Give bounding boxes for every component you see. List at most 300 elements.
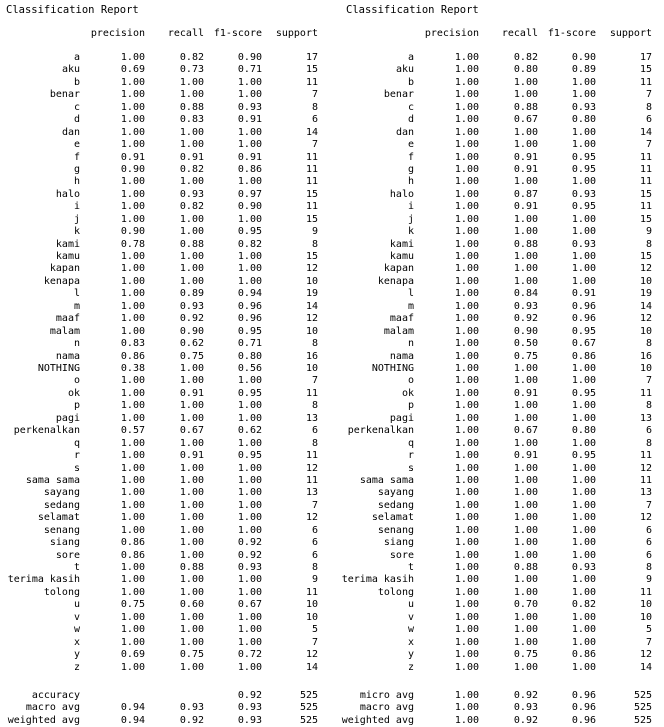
class-label-cell: f xyxy=(73,151,80,163)
precision-cell: 1.00 xyxy=(454,462,479,474)
class-label-cell: sayang xyxy=(43,487,80,499)
classification-report-right xyxy=(338,0,664,726)
precision-cell: 1.00 xyxy=(454,213,479,225)
f1-score-cell: 1.00 xyxy=(571,139,596,151)
recall-cell: 0.93 xyxy=(513,300,538,312)
f1-score-cell: 1.00 xyxy=(571,499,596,511)
support-cell: 11 xyxy=(639,163,652,175)
table-row xyxy=(338,102,656,114)
recall-cell: 1.00 xyxy=(179,375,204,387)
class-label-cell: w xyxy=(407,624,414,636)
class-label-cell: sore xyxy=(389,549,414,561)
precision-cell: 1.00 xyxy=(454,101,479,113)
class-label-cell: kenapa xyxy=(377,275,414,287)
support-cell: 6 xyxy=(645,549,652,561)
support-cell: 7 xyxy=(311,636,318,648)
recall-cell: 1.00 xyxy=(179,412,204,424)
table-row xyxy=(0,363,322,375)
precision-cell: 1.00 xyxy=(120,126,145,138)
recall-cell: 1.00 xyxy=(513,537,538,549)
f1-score-cell: 1.00 xyxy=(571,176,596,188)
table-row xyxy=(0,662,322,674)
support-cell: 15 xyxy=(305,213,318,225)
f1-score-cell: 0.91 xyxy=(237,151,262,163)
recall-cell: 1.00 xyxy=(513,375,538,387)
class-label-cell: c xyxy=(407,101,414,113)
f1-score-cell: 0.95 xyxy=(571,151,596,163)
f1-score-cell: 1.00 xyxy=(237,275,262,287)
recall-cell: 1.00 xyxy=(513,524,538,536)
f1-score-cell: 1.00 xyxy=(571,226,596,238)
class-label-cell: sedang xyxy=(43,499,80,511)
class-label-cell: w xyxy=(73,624,80,636)
precision-cell: 1.00 xyxy=(120,139,145,151)
table-row xyxy=(0,201,322,213)
class-label-cell: weighted avg xyxy=(7,714,80,726)
f1-score-cell: 0.95 xyxy=(571,450,596,462)
table-row xyxy=(338,214,656,226)
f1-score-cell: f1-score xyxy=(547,28,596,39)
f1-score-cell: 1.00 xyxy=(571,437,596,449)
precision-cell: 1.00 xyxy=(120,661,145,673)
support-cell: 8 xyxy=(645,338,652,350)
precision-cell: 1.00 xyxy=(120,387,145,399)
precision-cell: 1.00 xyxy=(120,611,145,623)
class-label-cell: z xyxy=(73,661,80,673)
class-label-cell: x xyxy=(407,636,414,648)
precision-cell: 1.00 xyxy=(120,624,145,636)
class-label-cell: y xyxy=(407,649,414,661)
f1-score-cell: 0.80 xyxy=(237,350,262,362)
table-row xyxy=(338,251,656,263)
recall-cell: 1.00 xyxy=(179,661,204,673)
recall-cell: 0.75 xyxy=(513,649,538,661)
support-cell: 8 xyxy=(645,562,652,574)
support-cell: 7 xyxy=(311,375,318,387)
recall-cell: 1.00 xyxy=(179,611,204,623)
table-row xyxy=(338,500,656,512)
class-label-cell: nama xyxy=(55,350,80,362)
recall-cell: 1.00 xyxy=(179,624,204,636)
support-cell: 7 xyxy=(645,636,652,648)
f1-score-cell: 1.00 xyxy=(571,549,596,561)
class-label-cell: halo xyxy=(55,188,80,200)
table-row xyxy=(338,425,656,437)
f1-score-cell: 0.89 xyxy=(571,64,596,76)
class-label-cell: g xyxy=(73,163,80,175)
support-cell: 16 xyxy=(305,350,318,362)
precision-cell: 1.00 xyxy=(454,263,479,275)
support-cell: 8 xyxy=(645,238,652,250)
class-label-cell: tolong xyxy=(43,586,80,598)
f1-score-cell: 1.00 xyxy=(571,363,596,374)
recall-cell: 1.00 xyxy=(179,176,204,188)
table-row xyxy=(338,226,656,238)
support-cell: 14 xyxy=(305,661,318,673)
class-label-cell: ok xyxy=(401,387,414,399)
table-row xyxy=(338,612,656,624)
precision-cell: 1.00 xyxy=(454,487,479,499)
recall-cell: 0.73 xyxy=(179,64,204,76)
f1-score-cell: 1.00 xyxy=(237,636,262,648)
support-cell: 10 xyxy=(639,611,652,623)
recall-cell: 1.00 xyxy=(513,574,538,586)
recall-cell: 0.93 xyxy=(179,300,204,312)
support-cell: 10 xyxy=(305,611,318,623)
f1-score-cell: 0.96 xyxy=(571,702,596,714)
precision-cell: 1.00 xyxy=(120,375,145,387)
recall-cell: 1.00 xyxy=(513,499,538,511)
table-row xyxy=(0,500,322,512)
f1-score-cell: 0.80 xyxy=(571,425,596,437)
class-label-cell: benar xyxy=(383,89,414,101)
support-cell: 15 xyxy=(639,251,652,263)
class-label-cell: perkenalkan xyxy=(13,425,80,437)
support-cell: 12 xyxy=(639,512,652,524)
class-label-cell: n xyxy=(73,338,80,350)
table-row xyxy=(0,263,322,275)
f1-score-cell: 1.00 xyxy=(237,375,262,387)
class-label-cell: c xyxy=(73,101,80,113)
support-cell: 10 xyxy=(305,599,318,611)
recall-cell: 0.91 xyxy=(179,450,204,462)
table-row xyxy=(0,77,322,89)
table-row xyxy=(0,487,322,499)
class-label-cell: nama xyxy=(389,350,414,362)
f1-score-cell: 0.96 xyxy=(571,313,596,325)
support-cell: 14 xyxy=(305,126,318,138)
precision-cell: 0.75 xyxy=(120,599,145,611)
table-row xyxy=(0,612,322,624)
support-cell: 10 xyxy=(305,363,318,374)
precision-cell: 0.94 xyxy=(120,702,145,714)
recall-cell: 0.89 xyxy=(179,288,204,300)
f1-score-cell: 0.95 xyxy=(571,163,596,175)
recall-cell: 0.82 xyxy=(179,163,204,175)
recall-cell: 1.00 xyxy=(513,89,538,101)
support-cell: 8 xyxy=(311,562,318,574)
class-label-cell: aku xyxy=(395,64,414,76)
precision-cell: 1.00 xyxy=(454,188,479,200)
support-cell: 19 xyxy=(305,288,318,300)
recall-cell: 0.82 xyxy=(513,52,538,63)
table-row xyxy=(338,338,656,350)
precision-cell: 1.00 xyxy=(454,151,479,163)
recall-cell: 1.00 xyxy=(179,139,204,151)
support-cell: 9 xyxy=(311,574,318,586)
table-row xyxy=(338,587,656,599)
support-cell: 11 xyxy=(639,387,652,399)
recall-cell: 0.82 xyxy=(179,201,204,213)
table-row xyxy=(0,102,322,114)
class-label-cell: pagi xyxy=(55,412,80,424)
precision-cell: 1.00 xyxy=(454,163,479,175)
support-cell: 525 xyxy=(633,690,652,701)
f1-score-cell: 1.00 xyxy=(571,661,596,673)
table-row xyxy=(0,475,322,487)
class-label-cell: sedang xyxy=(377,499,414,511)
f1-score-cell: 0.91 xyxy=(237,114,262,126)
recall-cell: 1.00 xyxy=(179,586,204,598)
support-cell: 16 xyxy=(639,350,652,362)
class-label-cell: kamu xyxy=(389,251,414,263)
support-cell: 12 xyxy=(305,512,318,524)
table-row xyxy=(0,176,322,188)
precision-cell: 1.00 xyxy=(120,512,145,524)
f1-score-cell: 0.95 xyxy=(237,450,262,462)
f1-score-cell: 0.95 xyxy=(571,387,596,399)
f1-score-cell: 0.82 xyxy=(571,599,596,611)
class-label-cell: halo xyxy=(389,188,414,200)
precision-cell: 1.00 xyxy=(454,300,479,312)
class-label-cell: u xyxy=(73,599,80,611)
f1-score-cell: 1.00 xyxy=(237,400,262,412)
precision-cell: 1.00 xyxy=(120,499,145,511)
f1-score-cell: 0.97 xyxy=(237,188,262,200)
table-row xyxy=(338,525,656,537)
f1-score-cell: 1.00 xyxy=(237,412,262,424)
table-row xyxy=(338,77,656,89)
f1-score-cell: 0.95 xyxy=(571,325,596,337)
recall-cell: 0.91 xyxy=(513,163,538,175)
support-cell: 12 xyxy=(639,462,652,474)
f1-score-cell: 0.96 xyxy=(237,313,262,325)
table-row xyxy=(338,351,656,363)
f1-score-cell: 1.00 xyxy=(571,251,596,263)
f1-score-cell: 1.00 xyxy=(571,512,596,524)
class-label-cell: h xyxy=(73,176,80,188)
precision-cell: 1.00 xyxy=(454,714,479,726)
table-row xyxy=(338,276,656,288)
precision-cell: 0.94 xyxy=(120,714,145,726)
table-row xyxy=(0,139,322,151)
f1-score-cell: 0.93 xyxy=(237,702,262,714)
class-label-cell: t xyxy=(407,562,414,574)
precision-cell: 1.00 xyxy=(454,226,479,238)
recall-cell: 0.75 xyxy=(513,350,538,362)
precision-cell: 1.00 xyxy=(454,363,479,374)
support-cell: 8 xyxy=(645,437,652,449)
class-label-cell: b xyxy=(407,76,414,88)
table-row xyxy=(338,562,656,574)
table-row xyxy=(0,624,322,636)
precision-cell: 1.00 xyxy=(454,474,479,486)
precision-cell: 1.00 xyxy=(454,275,479,287)
precision-cell: 1.00 xyxy=(454,350,479,362)
precision-cell: 1.00 xyxy=(454,624,479,636)
precision-cell: 1.00 xyxy=(454,52,479,63)
precision-cell: 1.00 xyxy=(120,89,145,101)
support-cell: 14 xyxy=(639,300,652,312)
class-label-cell: p xyxy=(73,400,80,412)
support-cell: 13 xyxy=(639,412,652,424)
recall-cell: 1.00 xyxy=(513,76,538,88)
precision-cell: 1.00 xyxy=(454,649,479,661)
recall-cell: 1.00 xyxy=(179,487,204,499)
support-cell: 7 xyxy=(311,89,318,101)
table-row xyxy=(338,189,656,201)
recall-cell: 1.00 xyxy=(513,176,538,188)
f1-score-cell: 1.00 xyxy=(571,375,596,387)
recall-cell: 1.00 xyxy=(513,213,538,225)
precision-cell: 1.00 xyxy=(454,661,479,673)
precision-cell: 1.00 xyxy=(120,300,145,312)
support-cell: 7 xyxy=(311,499,318,511)
class-label-cell: u xyxy=(407,599,414,611)
precision-cell: precision xyxy=(90,28,145,39)
class-label-cell: s xyxy=(73,462,80,474)
table-row xyxy=(338,487,656,499)
recall-cell: 1.00 xyxy=(179,263,204,275)
table-row xyxy=(0,450,322,462)
recall-cell: 0.82 xyxy=(179,52,204,63)
f1-score-cell: 0.90 xyxy=(237,201,262,213)
table-row xyxy=(0,326,322,338)
class-label-cell: sama sama xyxy=(359,474,414,486)
recall-cell: 1.00 xyxy=(179,512,204,524)
precision-cell: 0.86 xyxy=(120,549,145,561)
class-label-cell: y xyxy=(73,649,80,661)
table-row xyxy=(338,164,656,176)
recall-cell: 0.93 xyxy=(179,702,204,714)
support-cell: 11 xyxy=(639,201,652,213)
f1-score-cell: 0.96 xyxy=(571,714,596,726)
support-cell: 5 xyxy=(645,624,652,636)
class-label-cell: sama sama xyxy=(25,474,80,486)
support-cell: 15 xyxy=(305,251,318,263)
table-row xyxy=(0,587,322,599)
f1-score-cell: 1.00 xyxy=(237,462,262,474)
table-row xyxy=(338,438,656,450)
precision-cell: 1.00 xyxy=(454,238,479,250)
class-label-cell: b xyxy=(73,76,80,88)
precision-cell: 1.00 xyxy=(120,400,145,412)
class-label-cell: terima kasih xyxy=(7,574,80,586)
support-cell: 8 xyxy=(311,338,318,350)
f1-score-cell: 1.00 xyxy=(237,126,262,138)
f1-score-cell: 1.00 xyxy=(237,624,262,636)
recall-cell: recall xyxy=(501,28,538,39)
class-label-cell: j xyxy=(73,213,80,225)
table-row xyxy=(338,326,656,338)
class-label-cell: malam xyxy=(49,325,80,337)
precision-cell: 1.00 xyxy=(454,201,479,213)
table-row xyxy=(0,438,322,450)
class-label-cell: weighted avg xyxy=(341,714,414,726)
recall-cell: 0.88 xyxy=(513,238,538,250)
recall-cell: 0.92 xyxy=(513,714,538,726)
table-row xyxy=(338,288,656,300)
table-row xyxy=(0,89,322,101)
support-cell: 15 xyxy=(639,188,652,200)
precision-cell: 1.00 xyxy=(454,524,479,536)
table-row xyxy=(338,201,656,213)
table-row xyxy=(0,164,322,176)
recall-cell: 0.67 xyxy=(513,114,538,126)
precision-cell: 1.00 xyxy=(120,188,145,200)
precision-cell: 1.00 xyxy=(454,702,479,714)
recall-cell: 1.00 xyxy=(513,412,538,424)
table-row xyxy=(338,139,656,151)
table-row xyxy=(338,375,656,387)
table-row xyxy=(0,214,322,226)
table-row xyxy=(0,64,322,76)
table-row xyxy=(0,562,322,574)
recall-cell: 0.91 xyxy=(513,450,538,462)
recall-cell: 1.00 xyxy=(179,474,204,486)
class-label-cell: k xyxy=(407,226,414,238)
support-cell: 10 xyxy=(305,275,318,287)
f1-score-cell: 1.00 xyxy=(237,661,262,673)
precision-cell: 1.00 xyxy=(454,325,479,337)
class-label-cell: kami xyxy=(55,238,80,250)
precision-cell: 0.57 xyxy=(120,425,145,437)
support-cell: 12 xyxy=(639,313,652,325)
recall-cell: 1.00 xyxy=(513,636,538,648)
class-label-cell: i xyxy=(407,201,414,213)
table-row xyxy=(338,388,656,400)
f1-score-cell: 0.93 xyxy=(237,714,262,726)
precision-cell: 0.91 xyxy=(120,151,145,163)
precision-cell: 1.00 xyxy=(120,562,145,574)
class-label-cell: dan xyxy=(61,126,80,138)
precision-cell: precision xyxy=(424,28,479,39)
f1-score-cell: 1.00 xyxy=(571,76,596,88)
class-label-cell: o xyxy=(407,375,414,387)
precision-cell: 1.00 xyxy=(120,437,145,449)
support-cell: 15 xyxy=(639,213,652,225)
class-label-cell: kapan xyxy=(383,263,414,275)
table-row xyxy=(338,301,656,313)
table-row xyxy=(0,189,322,201)
support-cell: 9 xyxy=(645,226,652,238)
precision-cell: 1.00 xyxy=(454,76,479,88)
class-label-cell: siang xyxy=(49,537,80,549)
table-row xyxy=(338,550,656,562)
precision-cell: 1.00 xyxy=(454,387,479,399)
class-label-cell: h xyxy=(407,176,414,188)
precision-cell: 1.00 xyxy=(454,549,479,561)
recall-cell: 1.00 xyxy=(179,213,204,225)
precision-cell: 1.00 xyxy=(120,201,145,213)
table-row xyxy=(338,537,656,549)
precision-cell: 0.90 xyxy=(120,163,145,175)
precision-cell: 1.00 xyxy=(120,176,145,188)
class-label-cell: kapan xyxy=(49,263,80,275)
precision-cell: 0.69 xyxy=(120,649,145,661)
class-label-cell: sore xyxy=(55,549,80,561)
recall-cell: 0.88 xyxy=(179,238,204,250)
f1-score-cell: 1.00 xyxy=(571,524,596,536)
precision-cell: 1.00 xyxy=(454,412,479,424)
f1-score-cell: 0.93 xyxy=(571,188,596,200)
support-cell: 8 xyxy=(311,437,318,449)
class-label-cell: r xyxy=(407,450,414,462)
table-row xyxy=(0,338,322,350)
precision-cell: 1.00 xyxy=(120,574,145,586)
recall-cell: 1.00 xyxy=(179,574,204,586)
f1-score-cell: 1.00 xyxy=(237,263,262,275)
table-row xyxy=(0,301,322,313)
precision-cell: 1.00 xyxy=(120,462,145,474)
support-cell: 14 xyxy=(305,300,318,312)
f1-score-cell: 0.94 xyxy=(237,288,262,300)
class-label-cell: senang xyxy=(377,524,414,536)
table-row xyxy=(338,637,656,649)
support-cell: 525 xyxy=(299,690,318,701)
f1-score-cell: 0.71 xyxy=(237,64,262,76)
support-cell: 9 xyxy=(645,574,652,586)
